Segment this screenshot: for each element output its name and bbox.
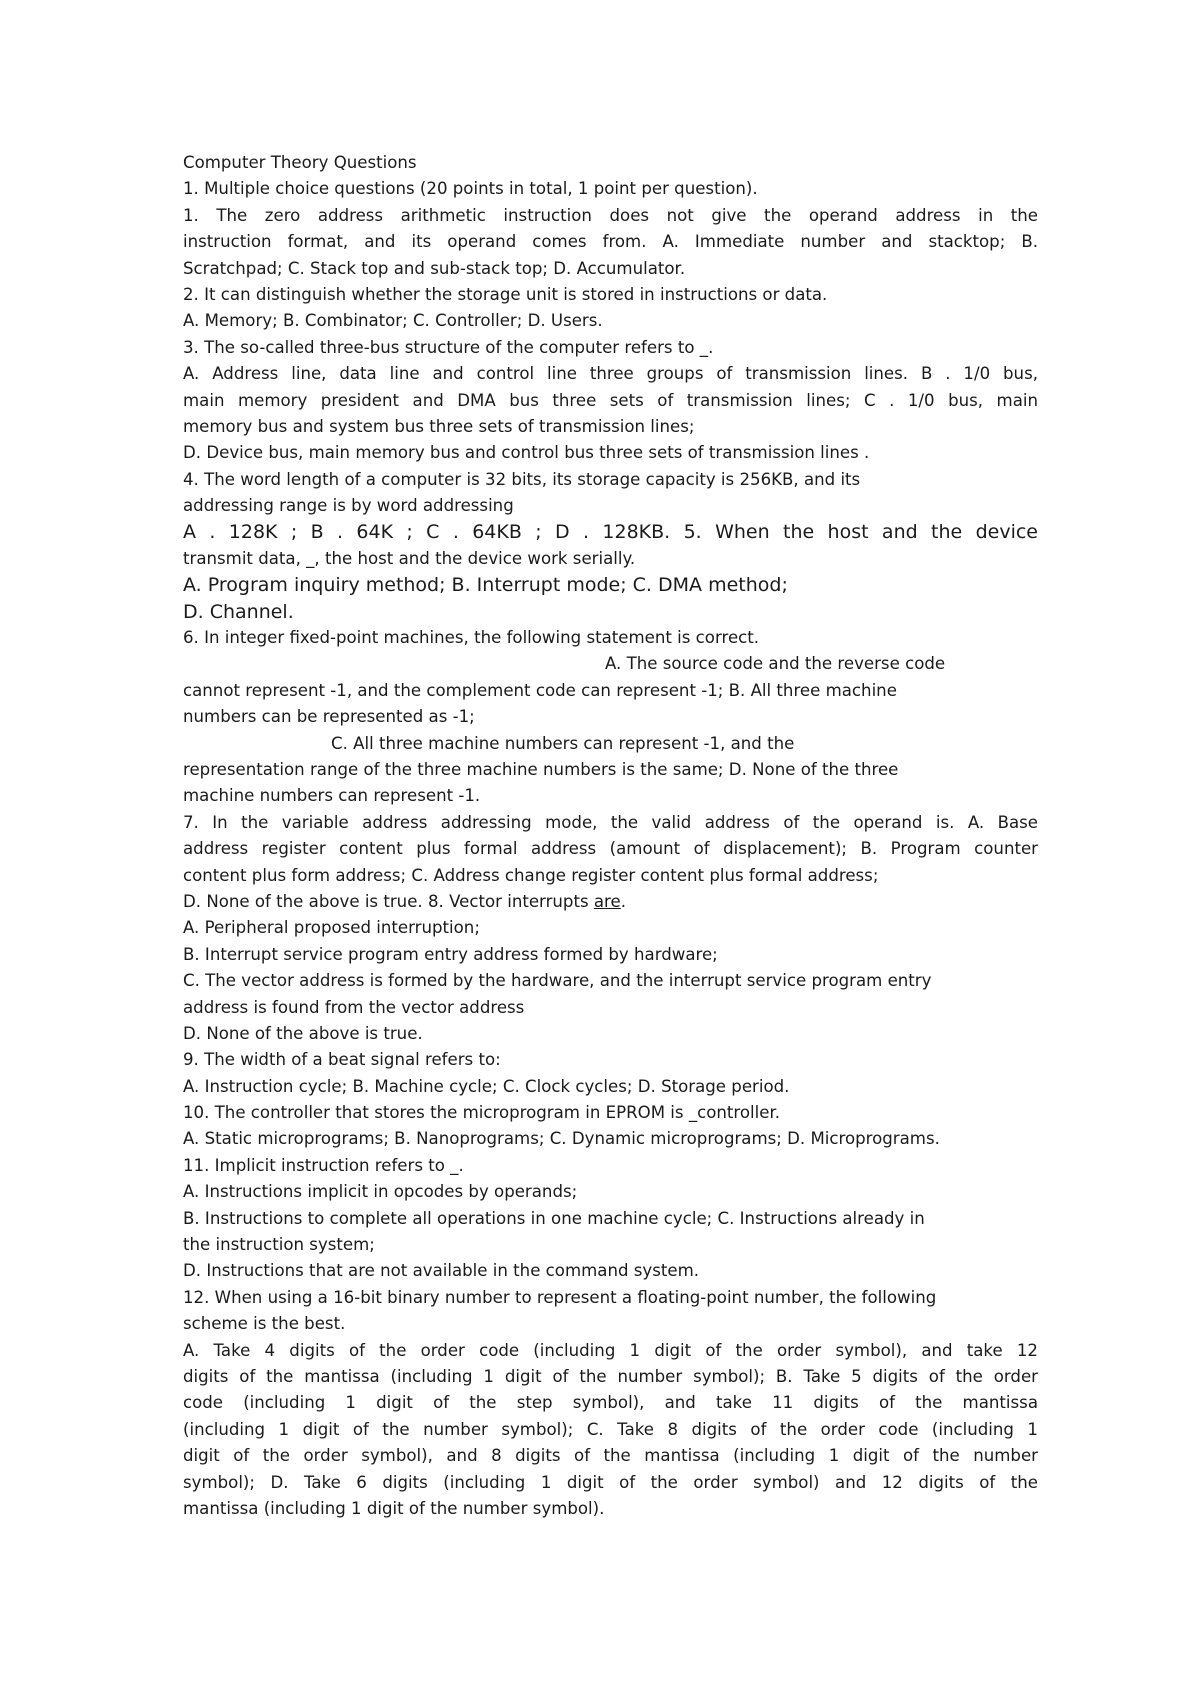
question-11-options: the instruction system; [183, 1235, 375, 1255]
section-heading: 1. Multiple choice questions (20 points in total, 1 point per question). [183, 179, 758, 199]
question-8-options: D. None of the above is true. [183, 1023, 423, 1043]
question-3-options: D. Device bus, main memory bus and control bus three sets of transmission lines . [183, 443, 870, 463]
question-9-options: A. Instruction cycle; B. Machine cycle; C. Clock cycles; D. Storage period. [183, 1076, 790, 1096]
question-6-options: numbers can be represented as -1; [183, 707, 475, 727]
period: . [620, 891, 627, 911]
question-2-line: 2. It can distinguish whether the storage unit is stored in instructions or data. [183, 284, 828, 304]
question-1-line: instruction format, and its operand comes from. A. Immediate number and stacktop; B. [183, 232, 1038, 252]
question-1-line: 1. The zero address arithmetic instruction does not give the operand address in the [183, 205, 1038, 225]
question-2-options: A. Memory; B. Combinator; C. Controller; D. Users. [183, 311, 603, 331]
question-5-options: D. Channel. [183, 600, 294, 623]
question-3-line: 3. The so-called three-bus structure of the computer refers to _. [183, 337, 714, 357]
question-11-line: 11. Implicit instruction refers to _. [183, 1155, 464, 1175]
question-11-options: B. Instructions to complete all operations in one machine cycle; C. Instructions already in [183, 1208, 925, 1228]
question-11-options: A. Instructions implicit in opcodes by operands; [183, 1182, 578, 1202]
question-8-line [183, 889, 1038, 915]
question-12-options: mantissa (including 1 digit of the number symbol). [183, 1498, 605, 1518]
question-4-line: 4. The word length of a computer is 32 bits, its storage capacity is 256KB, and its [183, 469, 861, 489]
question-8-text: D. None of the above is true. 8. Vector interrupts [183, 891, 594, 911]
question-6-options: cannot represent -1, and the complement code can represent -1; B. All three machine [183, 680, 897, 700]
question-8-options: address is found from the vector address [183, 997, 525, 1017]
question-8-options: B. Interrupt service program entry address formed by hardware; [183, 944, 718, 964]
question-12-options: (including 1 digit of the number symbol); C. Take 8 digits of the order code (including 1 [183, 1419, 1038, 1439]
question-12-options: A. Take 4 digits of the order code (including 1 digit of the order symbol), and take 12 [183, 1340, 1038, 1360]
underlined-word: are [593, 891, 621, 911]
question-3-options: main memory president and DMA bus three sets of transmission lines; C . 1/0 bus, main [183, 390, 1038, 410]
question-3-options: memory bus and system bus three sets of transmission lines; [183, 416, 695, 436]
question-12-options: digit of the order symbol), and 8 digits of the mantissa (including 1 digit of the number [183, 1446, 1038, 1466]
question-6-line: 6. In integer fixed-point machines, the following statement is correct. [183, 628, 760, 648]
document-page [183, 150, 1038, 1522]
question-4-options: A . 128K ; B . 64K ; C . 64KB ; D . 128KB. 5. When the host and the device [183, 521, 1038, 544]
question-7-options: content plus form address; C. Address change register content plus formal address; [183, 865, 879, 885]
question-8-options: A. Peripheral proposed interruption; [183, 918, 480, 938]
question-9-line: 9. The width of a beat signal refers to: [183, 1050, 501, 1070]
question-12-options: digits of the mantissa (including 1 digit of the number symbol); B. Take 5 digits of the order [183, 1366, 1038, 1386]
document-title: Computer Theory Questions [183, 153, 417, 172]
question-10-line: 10. The controller that stores the microprogram in EPROM is _controller. [183, 1103, 781, 1123]
question-11-options: D. Instructions that are not available in the command system. [183, 1261, 700, 1281]
question-6-options: machine numbers can represent -1. [183, 786, 481, 806]
question-6-options: C. All three machine numbers can represent -1, and the [331, 733, 795, 753]
question-12-options: symbol); D. Take 6 digits (including 1 digit of the order symbol) and 12 digits of the [183, 1472, 1038, 1492]
question-12-line: scheme is the best. [183, 1314, 346, 1334]
question-6-options: representation range of the three machine numbers is the same; D. None of the three [183, 759, 899, 779]
question-8-options: C. The vector address is formed by the hardware, and the interrupt service program entry [183, 971, 932, 991]
question-5-options: A. Program inquiry method; B. Interrupt mode; C. DMA method; [183, 574, 788, 597]
question-4-line: addressing range is by word addressing [183, 496, 514, 516]
question-7-options: address register content plus formal address (amount of displacement); B. Program counter [183, 839, 1038, 859]
question-12-options: code (including 1 digit of the step symbol), and take 11 digits of the mantissa [183, 1393, 1038, 1413]
question-6-options: A. The source code and the reverse code [605, 654, 946, 674]
question-7-line: 7. In the variable address addressing mode, the valid address of the operand is. A. Base [183, 812, 1038, 832]
question-10-options: A. Static microprograms; B. Nanoprograms; C. Dynamic microprograms; D. Microprograms. [183, 1129, 940, 1149]
question-1-line: Scratchpad; C. Stack top and sub-stack top; D. Accumulator. [183, 258, 686, 278]
question-12-line: 12. When using a 16-bit binary number to represent a floating-point number, the following [183, 1287, 937, 1307]
question-5-line: transmit data, _, the host and the device work serially. [183, 548, 636, 568]
question-3-options: A. Address line, data line and control line three groups of transmission lines. B . 1/0 bus, [183, 364, 1038, 384]
